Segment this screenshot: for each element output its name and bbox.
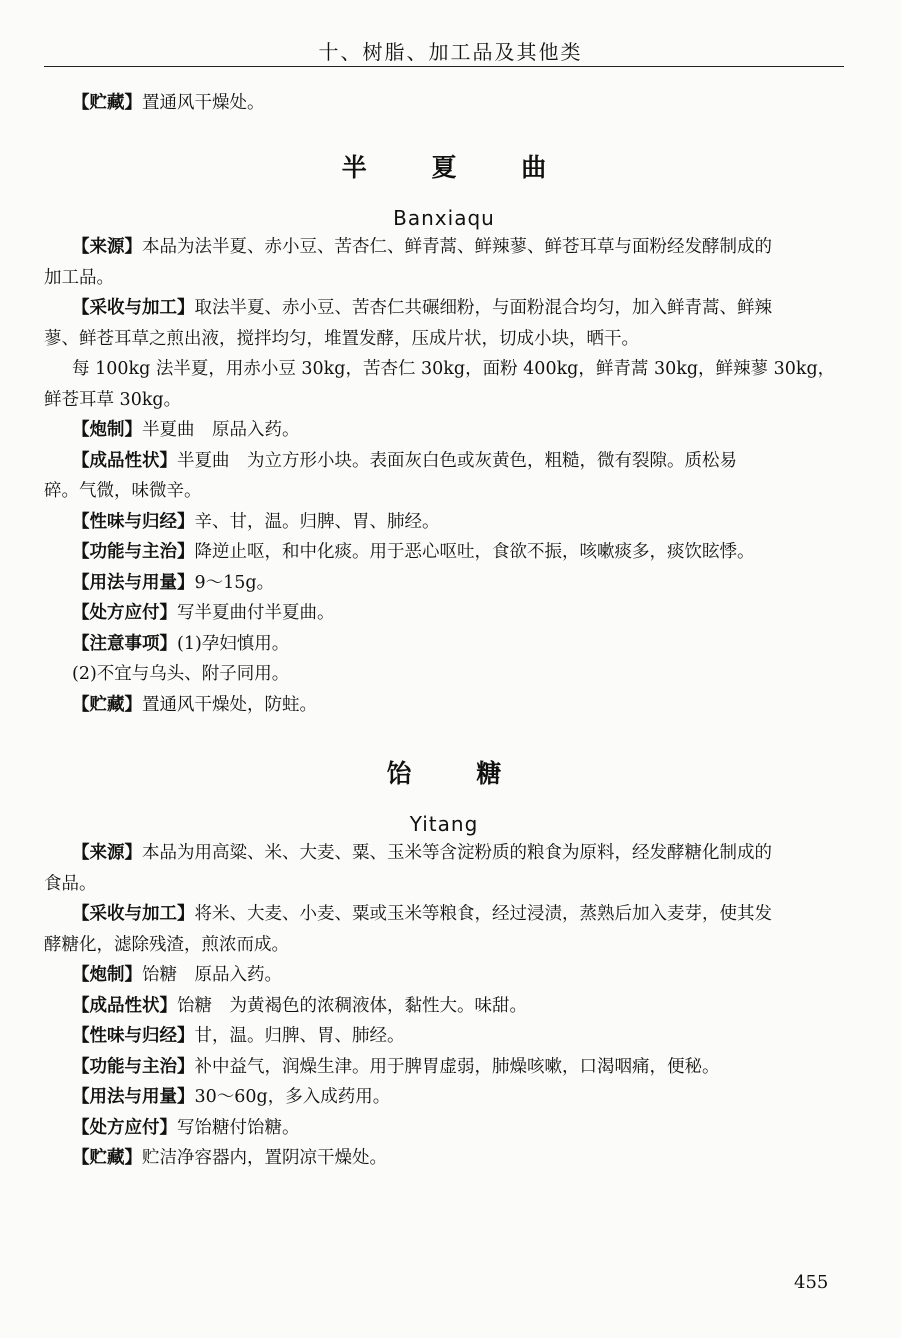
entry-text: 辛、甘，温。归脾、胃、肺经。 [194, 511, 440, 532]
entry [44, 354, 844, 385]
entry [44, 1143, 844, 1174]
top-storage-line [44, 88, 844, 119]
page-number: 455 [794, 1272, 829, 1293]
entry [44, 507, 844, 538]
entry-continuation: 鲜苍耳草 30kg。 [44, 389, 182, 410]
entry-label: 【注意事项】 [72, 633, 177, 654]
entry-continuation: 蓼、鲜苍耳草之煎出液，搅拌均匀，堆置发酵，压成片状，切成小块，晒干。 [44, 328, 639, 349]
running-header: 十、树脂、加工品及其他类 [318, 40, 583, 64]
entry-label: 【炮制】 [72, 965, 142, 985]
entry [44, 1082, 844, 1113]
entry [44, 293, 844, 324]
entry-label: 【处方应付】 [72, 603, 177, 623]
entry [44, 690, 844, 721]
entry-continuation: 酵糖化，滤除残渣，煎浓而成。 [44, 934, 289, 955]
entry-text: 本品为用高粱、米、大麦、粟、玉米等含淀粉质的粮食为原料，经发酵糖化制成的 [142, 843, 772, 863]
entry-list [44, 232, 844, 720]
entry-continuation: 加工品。 [44, 267, 114, 288]
entry-label: 【贮藏】 [72, 93, 142, 113]
entry-text: 置通风干燥处，防蛀。 [142, 694, 317, 715]
entry-text: 降逆止呕，和中化痰。用于恶心呕吐，食欲不振，咳嗽痰多，痰饮眩悸。 [194, 542, 755, 562]
header-rule [44, 66, 844, 67]
entry-text: (2)不宜与乌头、附子同用。 [72, 664, 290, 684]
entry-text: 每 100kg 法半夏，用赤小豆 30kg，苦杏仁 30kg，面粉 400kg，鲜青蒿 30kg，鲜辣蓼 30kg， [72, 359, 836, 379]
entry-text: 9～15g。 [194, 572, 275, 593]
entry [44, 960, 844, 991]
section-banxiaqu [44, 148, 844, 720]
entry-text: 取法半夏、赤小豆、苦杏仁共碾细粉，与面粉混合均匀，加入鲜青蒿、鲜辣 [194, 298, 772, 318]
entry-label: 【用法与用量】 [72, 1087, 195, 1107]
entry-text: 写半夏曲付半夏曲。 [177, 603, 335, 623]
section-pinyin: Banxiaqu [393, 206, 495, 230]
entry-text: 半夏曲 原品入药。 [142, 420, 300, 440]
entry-label: 【成品性状】 [72, 450, 177, 471]
entry [44, 899, 844, 930]
entry-text: 置通风干燥处。 [142, 93, 265, 113]
entry [44, 415, 844, 446]
entry-label: 【采收与加工】 [72, 904, 195, 924]
entry [44, 568, 844, 599]
entry [44, 659, 844, 690]
entry [44, 629, 844, 660]
entry-label: 【处方应付】 [72, 1117, 177, 1138]
entry [44, 838, 844, 869]
section-pinyin: Yitang [409, 812, 479, 836]
entry-text: 饴糖 原品入药。 [142, 965, 282, 985]
entry [44, 1021, 844, 1052]
entry-label: 【来源】 [72, 843, 142, 863]
entry-text: 30～60g，多入成药用。 [194, 1087, 391, 1107]
entry-label: 【炮制】 [72, 420, 142, 440]
entry [44, 446, 844, 477]
entry-list [44, 838, 844, 1174]
entry-label: 【贮藏】 [72, 1148, 142, 1168]
entry-text: 半夏曲 为立方形小块。表面灰白色或灰黄色，粗糙，微有裂隙。质松易 [177, 450, 737, 471]
entry-text: 补中益气，润燥生津。用于脾胃虚弱，肺燥咳嗽，口渴咽痛，便秘。 [194, 1056, 720, 1077]
entry-text: 甘，温。归脾、胃、肺经。 [194, 1026, 405, 1046]
entry-continuation: 食品。 [44, 873, 97, 894]
entry-text: 饴糖 为黄褐色的浓稠液体，黏性大。味甜。 [177, 995, 527, 1016]
entry-text: 写饴糖付饴糖。 [177, 1117, 300, 1138]
entry [44, 232, 844, 263]
entry-label: 【性味与归经】 [72, 1026, 195, 1046]
entry-label: 【功能与主治】 [72, 1056, 195, 1077]
section-title: 饴 糖 [386, 759, 530, 788]
entry [44, 598, 844, 629]
entry [44, 1052, 844, 1083]
entry-text: 将米、大麦、小麦、粟或玉米等粮食，经过浸渍，蒸熟后加入麦芽，使其发 [194, 904, 772, 924]
entry-label: 【用法与用量】 [72, 572, 195, 593]
entry-label: 【采收与加工】 [72, 298, 195, 318]
entry-label: 【性味与归经】 [72, 511, 195, 532]
entry [44, 991, 844, 1022]
entry [44, 1113, 844, 1144]
entry [44, 88, 844, 119]
entry [44, 537, 844, 568]
entry-label: 【功能与主治】 [72, 542, 195, 562]
entry-label: 【来源】 [72, 237, 142, 257]
entry-continuation: 碎。气微，味微辛。 [44, 481, 202, 501]
entry-text: 本品为法半夏、赤小豆、苦杏仁、鲜青蒿、鲜辣蓼、鲜苍耳草与面粉经发酵制成的 [142, 237, 772, 257]
entry-text: 贮洁净容器内，置阴凉干燥处。 [142, 1148, 387, 1168]
entry-label: 【成品性状】 [72, 995, 177, 1016]
entry-text: (1)孕妇慎用。 [177, 633, 290, 654]
entry-label: 【贮藏】 [72, 694, 142, 715]
section-yitang [44, 754, 844, 1174]
section-title: 半 夏 曲 [341, 153, 575, 182]
